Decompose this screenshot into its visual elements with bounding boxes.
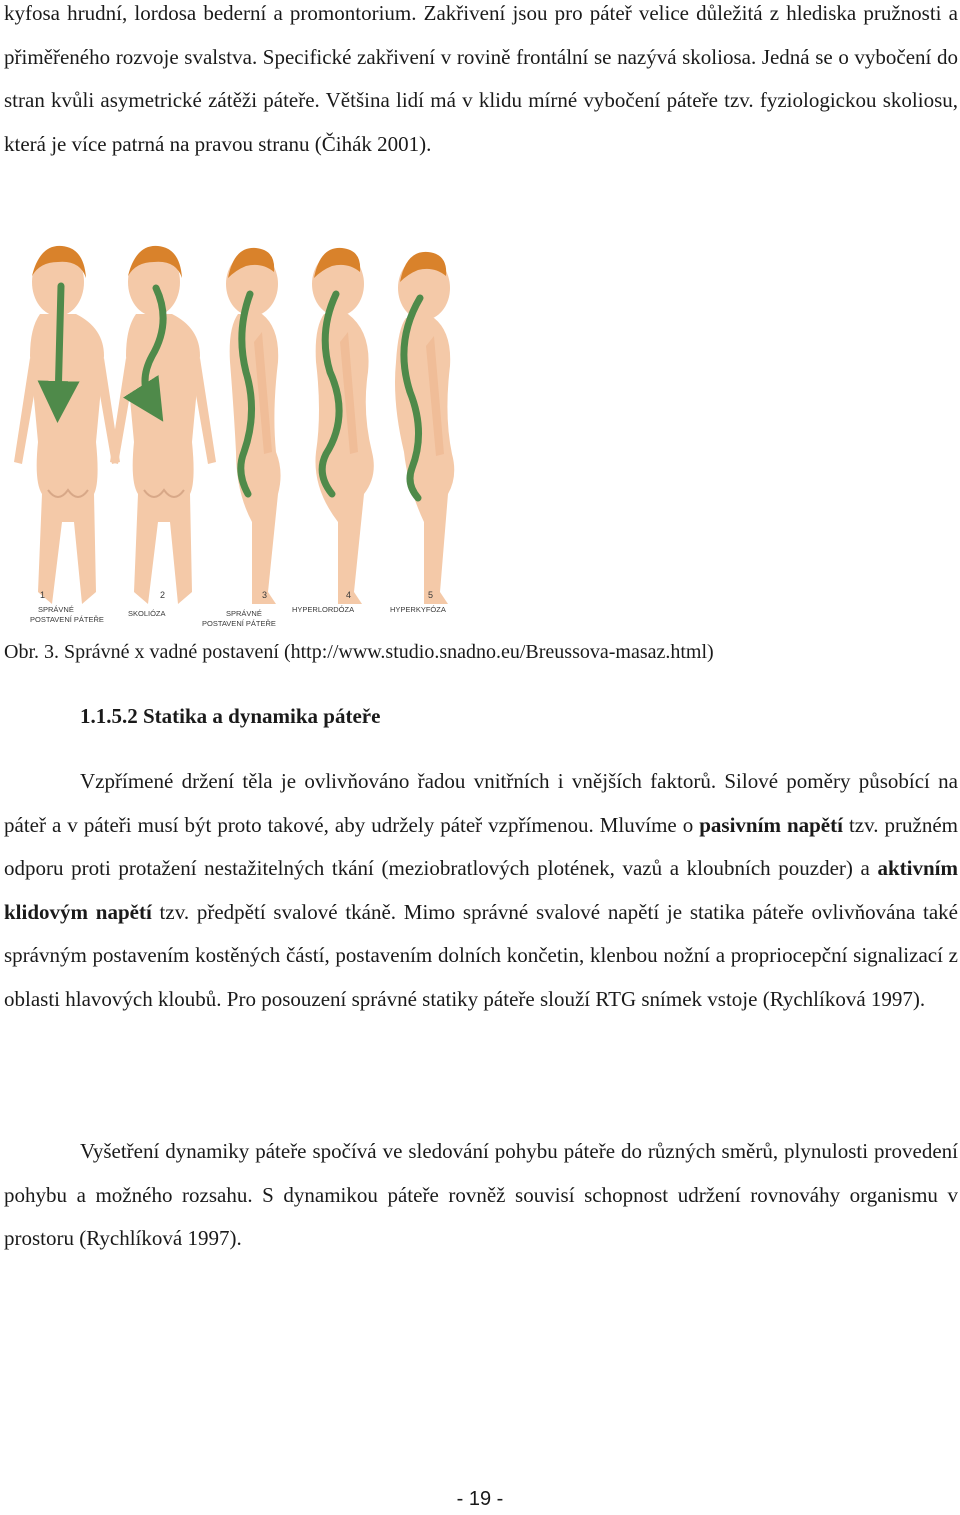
figure-number-1: 1 bbox=[40, 590, 46, 600]
figure-1-back-correct bbox=[14, 246, 120, 604]
figure-label-1a: SPRÁVNÉ bbox=[38, 605, 74, 614]
section-number: 1.1.5.2 bbox=[80, 704, 138, 728]
top-paragraph: kyfosa hrudní, lordosa bederní a promontorium. Zakřivení jsou pro páteř velice důležitá z hlediska pružnosti a přiměřeného rozvoje svalstva. Specifické zakřivení v rovině frontální se nazývá skoliosa. Jedná se o vybočení do stran kvůli asymetrické zátěži páteře. Většina lidí má v klidu mírné vybočení páteře tzv. fyziologickou skoliosu, která je více patrná na pravou stranu (Čihák 2001). bbox=[4, 1, 958, 156]
figure-number-4: 4 bbox=[346, 590, 352, 600]
paragraph-statics bbox=[4, 760, 958, 1021]
page-number: - 19 - bbox=[456, 1488, 504, 1510]
term-passive-tension: pasivním napětí bbox=[699, 812, 843, 837]
figure-number-5: 5 bbox=[428, 590, 434, 600]
paragraph-statics-text-2: tzv. pružném odporu proti protažení nestažitelných tkání (meziobratlových plotének, vazů a kloubních pouzder) a bbox=[4, 812, 958, 880]
paragraph-statics-text-3: tzv. předpětí svalové tkáně. Mimo správné svalové napětí je statika páteře ovlivňována také správným postavením kostěných částí, postavením dolních končetin, klenbou nožní a propriocepční signalizací z oblasti hlavových kloubů. Pro posouzení správné statiky páteře slouží RTG snímek vstoje (Rychlíková 1997). bbox=[4, 899, 958, 1011]
figure-label-3b: POSTAVENÍ PÁTEŘE bbox=[202, 619, 276, 628]
figure-label-5: HYPERKYFÓZA bbox=[390, 605, 446, 614]
figure-3-side-correct bbox=[226, 248, 281, 604]
figure-4-side-hyperlordosis bbox=[312, 248, 374, 604]
figure-number-3: 3 bbox=[262, 590, 268, 600]
figure-2-back-scoliosis bbox=[110, 246, 216, 604]
figure-5-side-hyperkyphosis bbox=[395, 252, 454, 604]
figure-caption: Obr. 3. Správné x vadné postavení (http://www.studio.snadno.eu/Breussova-masaz.html) bbox=[4, 641, 714, 663]
figure-label-3a: SPRÁVNÉ bbox=[226, 609, 262, 618]
figure-number-2: 2 bbox=[160, 590, 166, 600]
paragraph-dynamics: Vyšetření dynamiky páteře spočívá ve sledování pohybu páteře do různých směrů, plynulosti provedení pohybu a možného rozsahu. S dynamikou páteře rovněž souvisí schopnost udržení rovnováhy organismu v prostoru (Rychlíková 1997). bbox=[4, 1139, 958, 1250]
paragraph-statics-text-1: Vzpřímené držení těla je ovlivňováno řadou vnitřních i vnějších faktorů. Silové poměry působící na páteř a v páteři musí být proto takové, aby udržely páteř vzpřímenou. Mluvíme o bbox=[4, 769, 958, 837]
section-heading bbox=[80, 700, 380, 732]
posture-figure bbox=[0, 232, 470, 634]
posture-illustration bbox=[0, 232, 470, 634]
figure-label-4: HYPERLORDÓZA bbox=[292, 605, 355, 614]
section-title: Statika a dynamika páteře bbox=[143, 704, 381, 728]
figure-label-2: SKOLIÓZA bbox=[128, 609, 166, 618]
figure-label-1b: POSTAVENÍ PÁTEŘE bbox=[30, 615, 104, 624]
term-active-resting-tension: aktivním klidovým napětí bbox=[4, 856, 958, 924]
